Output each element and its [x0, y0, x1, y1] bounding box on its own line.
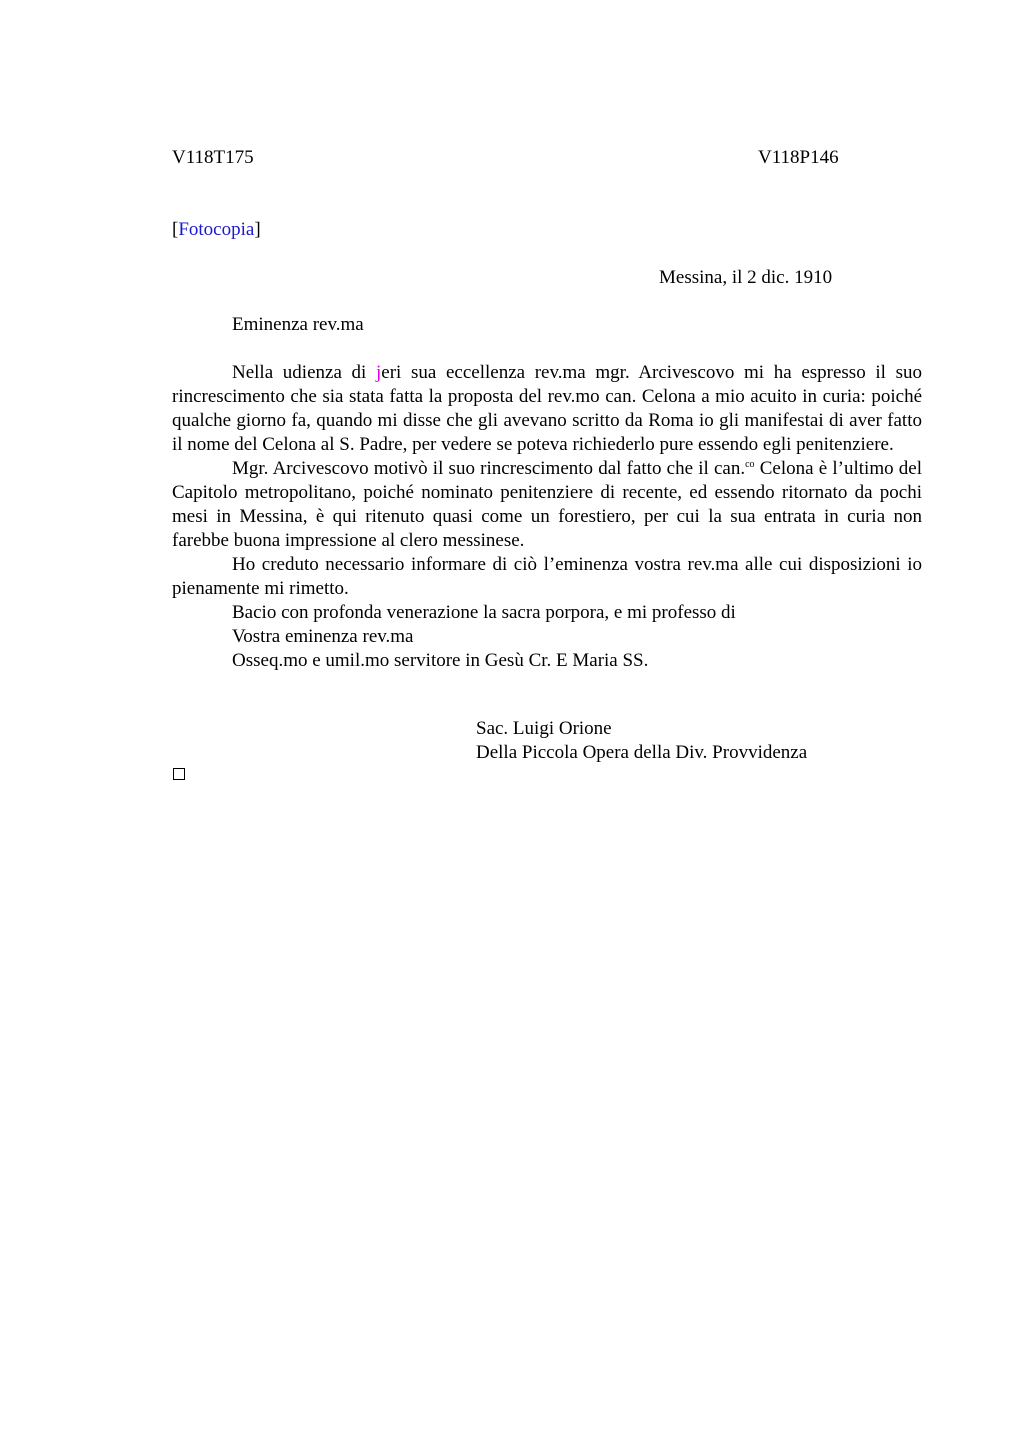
paragraph-2-start: Mgr. Arcivescovo motivò il suo rincrescimento dal fatto che il can. [232, 458, 746, 479]
signature-block [476, 717, 807, 765]
salutation: Eminenza rev.ma [232, 314, 364, 335]
paragraph-2-rest: Celona è l’ultimo del Capitolo metropolitano, poiché nominato penitenziere di recente, ed essendo ritornato da pochi mesi in Messina, è qui ritenuto quasi come un forestiero, per cui la sua entrata in curia non farebbe buona impressione al clero messinese. [172, 458, 923, 551]
close-bracket: ] [254, 219, 261, 240]
fotocopia-label: Fotocopia [178, 219, 255, 240]
paragraph-1-start: Nella udienza di [232, 362, 376, 383]
square-outline-icon [173, 768, 185, 780]
letter-body [172, 361, 922, 673]
closing-line-1: Bacio con profonda venerazione la sacra porpora, e mi professo di [232, 602, 736, 623]
document-code-right: V118P146 [758, 147, 839, 168]
highlighted-letter: j [376, 362, 382, 383]
signature-organization: Della Piccola Opera della Div. Provvidenza [476, 742, 808, 763]
paragraph-3: Ho creduto necessario informare di ciò l’eminenza vostra rev.ma alle cui disposizioni io pienamente mi rimetto. [172, 554, 922, 599]
superscript-co: co [745, 459, 755, 470]
closing-line-3: Osseq.mo e umil.mo servitore in Gesù Cr. E Maria SS. [232, 650, 649, 671]
signature-name: Sac. Luigi Orione [476, 718, 612, 739]
fotocopia-note [172, 218, 261, 242]
paragraph-1-rest: eri sua eccellenza rev.ma mgr. Arcivescovo mi ha espresso il suo rincrescimento che sia stata fatta la proposta del rev.mo can. Celona a mio acuito in curia: poiché qualche giorno fa, quando mi disse che gli avevano scritto da Roma io gli manifestai di aver fatto il nome del Celona al S. Padre, per vedere se poteva richiederlo pure essendo egli penitenziere. [172, 362, 922, 455]
letter-date: Messina, il 2 dic. 1910 [659, 267, 833, 288]
paragraph-1 [172, 361, 922, 457]
paragraph-2 [172, 457, 922, 553]
closing-line-2: Vostra eminenza rev.ma [232, 626, 414, 647]
document-code-left: V118T175 [172, 147, 254, 168]
open-bracket: [ [172, 219, 179, 240]
